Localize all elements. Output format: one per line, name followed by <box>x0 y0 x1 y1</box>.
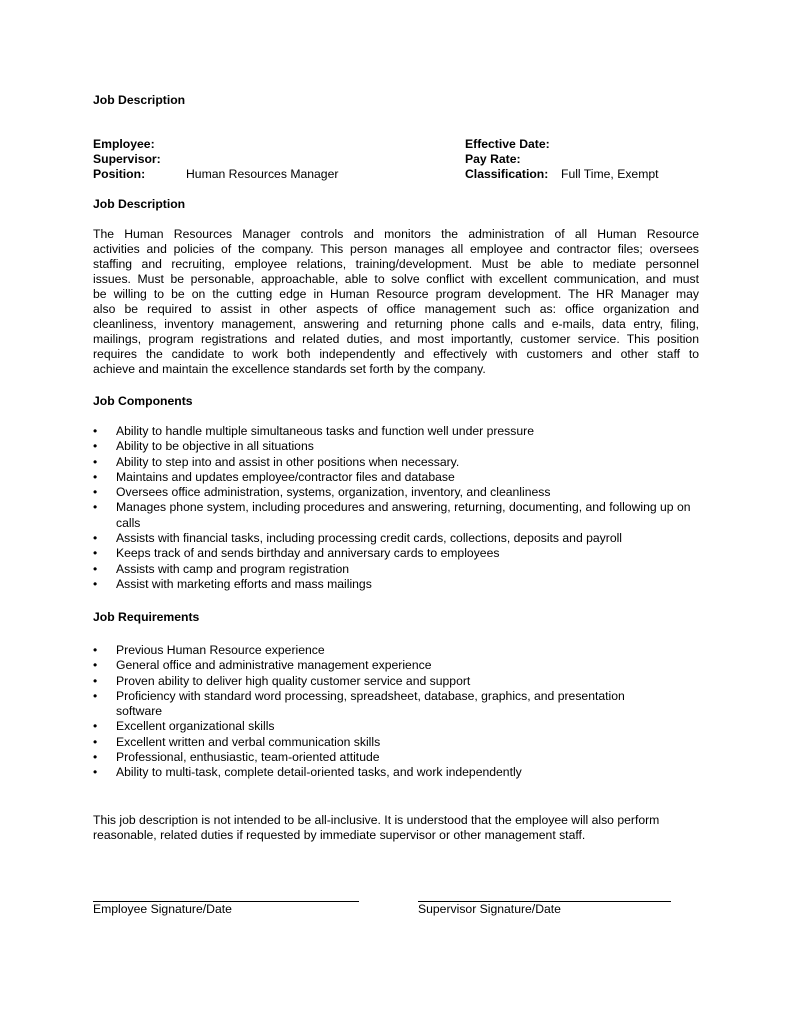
list-item: • Assist with marketing efforts and mass mailings <box>93 577 703 592</box>
effective-date-label: Effective Date: <box>465 137 550 151</box>
list-item: • Previous Human Resource experience <box>93 643 668 658</box>
position-value: Human Resources Manager <box>186 167 339 181</box>
description-line: issues. Must be personable, approachable, able to solve conflict with excellent communication, and must <box>93 272 699 286</box>
position-label: Position: <box>93 167 146 181</box>
supervisor-signature-label: Supervisor Signature/Date <box>418 902 561 916</box>
list-item: • Manages phone system, including procedures and answering, returning, documenting, and following up on calls <box>93 500 703 531</box>
list-item: • Maintains and updates employee/contractor files and database <box>93 470 703 485</box>
description-paragraph <box>93 227 699 377</box>
disclaimer-paragraph <box>93 813 733 843</box>
components-heading: Job Components <box>93 394 193 408</box>
pay-rate-label: Pay Rate: <box>465 152 521 166</box>
description-line: be willing to be on the cutting edge in Human Resource program development. The HR Manager may <box>93 287 699 301</box>
supervisor-label: Supervisor: <box>93 152 161 166</box>
list-item: • Professional, enthusiastic, team-oriented attitude <box>93 750 668 765</box>
list-item: • Ability to step into and assist in other positions when necessary. <box>93 455 703 470</box>
list-item: • Excellent organizational skills <box>93 719 668 734</box>
list-item: • Ability to handle multiple simultaneous tasks and function well under pressure <box>93 424 703 439</box>
components-list <box>93 424 703 592</box>
disclaimer-line: reasonable, related duties if requested by immediate supervisor or other management staff. <box>93 828 586 842</box>
description-line: staffing and recruiting, employee relations, training/development. Must be able to mediate personnel <box>93 257 699 271</box>
description-heading: Job Description <box>93 197 186 211</box>
document-title: Job Description <box>93 93 186 107</box>
list-item: • Ability to be objective in all situations <box>93 439 703 454</box>
list-item: • Excellent written and verbal communication skills <box>93 735 668 750</box>
list-item: • Assists with camp and program registration <box>93 562 703 577</box>
list-item: • Assists with financial tasks, including processing credit cards, collections, deposits and payroll <box>93 531 703 546</box>
description-line: mailings, program registrations and related duties, and most importantly, customer service. This position <box>93 332 699 346</box>
disclaimer-line: This job description is not intended to be all-inclusive. It is understood that the employee will also perform <box>93 813 660 827</box>
list-item: • Proficiency with standard word processing, spreadsheet, database, graphics, and presentation software <box>93 689 668 720</box>
classification-label: Classification: <box>465 167 549 181</box>
list-item: • Ability to multi-task, complete detail-oriented tasks, and work independently <box>93 765 668 780</box>
list-item: • Proven ability to deliver high quality customer service and support <box>93 674 668 689</box>
description-line: cleanliness, inventory management, answering and returning phone calls and e-mails, data entry, filing, <box>93 317 699 331</box>
requirements-heading: Job Requirements <box>93 610 200 624</box>
employee-label: Employee: <box>93 137 155 151</box>
description-line: requires the candidate to work both independently and effectively with customers and other staff to <box>93 347 699 361</box>
list-item: • General office and administrative management experience <box>93 658 668 673</box>
requirements-list <box>93 643 668 781</box>
employee-signature-label: Employee Signature/Date <box>93 902 232 916</box>
description-line: activities and policies of the company. This person manages all employee and contractor files; oversees <box>93 242 699 256</box>
list-item: • Oversees office administration, systems, organization, inventory, and cleanliness <box>93 485 703 500</box>
description-line: achieve and maintain the excellence standards set forth by the company. <box>93 362 486 376</box>
list-item: • Keeps track of and sends birthday and anniversary cards to employees <box>93 546 703 561</box>
description-line: also be required to assist in other aspects of office management such as: office organization and <box>93 302 699 316</box>
description-line: The Human Resources Manager controls and monitors the administration of all Human Resource <box>93 227 699 241</box>
classification-value: Full Time, Exempt <box>561 167 659 181</box>
